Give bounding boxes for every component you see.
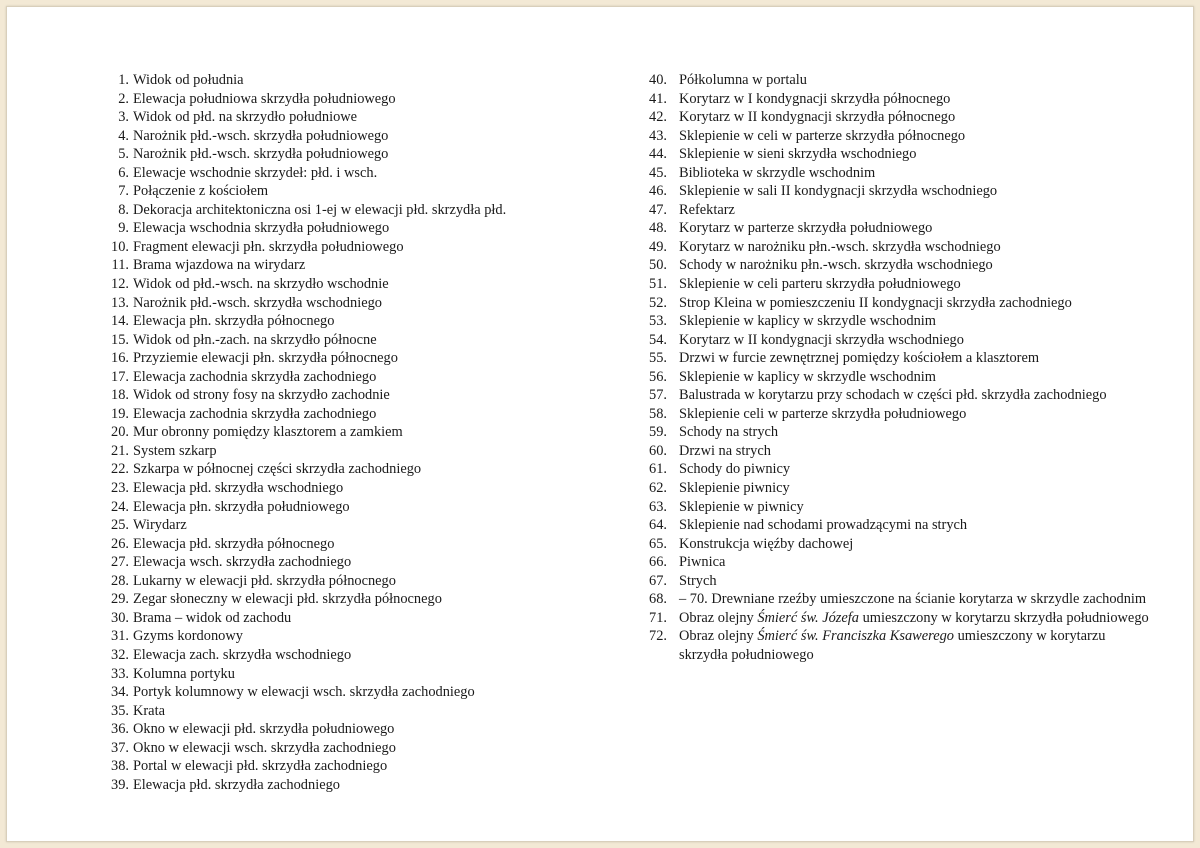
item-number: 3. — [118, 109, 129, 126]
item-number: 41. — [649, 90, 667, 107]
item-number: 2. — [118, 90, 129, 107]
item-number: 17. — [111, 368, 129, 385]
item-text: Widok od płd. na skrzydło południowe — [133, 109, 358, 126]
list-item-72 — [649, 627, 1149, 664]
item-text: Sklepienie piwnicy — [679, 480, 790, 497]
item-number: 61. — [649, 461, 667, 478]
item-text: Sklepienie w piwnicy — [679, 498, 804, 515]
list-item — [649, 479, 1149, 498]
item-text: Elewacja płd. skrzydła północnego — [133, 535, 335, 552]
list-item — [95, 683, 575, 702]
list-item — [95, 609, 575, 628]
list-item — [95, 423, 575, 442]
item-number: 11. — [111, 257, 129, 274]
item-text: Korytarz w II kondygnacji skrzydła wschodniego — [679, 331, 964, 348]
item-number: 38. — [111, 758, 129, 775]
list-item — [649, 275, 1149, 294]
list-item — [95, 164, 575, 183]
item-number: 48. — [649, 220, 667, 237]
item-text: Narożnik płd.-wsch. skrzydła wschodniego — [133, 294, 382, 311]
item-text: Fragment elewacji płn. skrzydła południowego — [133, 238, 404, 255]
item-text: Sklepienie nad schodami prowadzącymi na strych — [679, 517, 968, 534]
list-item — [649, 516, 1149, 535]
list-column-left — [95, 71, 575, 794]
item-number: 71. — [649, 609, 667, 626]
item-text: Dekoracja architektoniczna osi 1-ej w elewacji płd. skrzydła płd. — [133, 201, 507, 218]
item-number: 58. — [649, 405, 667, 422]
list-item — [649, 572, 1149, 591]
list-item — [649, 201, 1149, 220]
list-item — [649, 145, 1149, 164]
item-text: Przyziemie elewacji płn. skrzydła północnego — [133, 350, 398, 367]
item-number: 18. — [111, 387, 129, 404]
item-number: 57. — [649, 387, 667, 404]
item-number: 10. — [111, 238, 129, 255]
item-number: 35. — [111, 702, 129, 719]
item-number: 62. — [649, 480, 667, 497]
item-text: Konstrukcja więźby dachowej — [679, 535, 854, 552]
list-item — [649, 182, 1149, 201]
item-number: 40. — [649, 72, 667, 88]
item-text: Elewacja płn. skrzydła północnego — [133, 313, 335, 330]
list-item — [649, 71, 1149, 90]
list-item — [95, 90, 575, 109]
item-text: Lukarny w elewacji płd. skrzydła północnego — [133, 572, 396, 589]
item-number: 9. — [118, 220, 129, 237]
item-number: 56. — [649, 368, 667, 385]
item-text: Okno w elewacji wsch. skrzydła zachodniego — [133, 739, 396, 756]
list-item — [95, 460, 575, 479]
item-text-before: Obraz olejny — [679, 609, 758, 626]
list-item — [95, 572, 575, 591]
list-item — [95, 201, 575, 220]
list-item — [95, 127, 575, 146]
item-text: Strop Kleina w pomieszczeniu II kondygnacji skrzydła zachodniego — [679, 294, 1072, 311]
list-item — [95, 349, 575, 368]
list-item — [95, 498, 575, 517]
item-text: Widok od płn.-zach. na skrzydło północne — [133, 331, 377, 348]
item-text: Refektarz — [679, 201, 735, 218]
item-text: Elewacja płd. skrzydła wschodniego — [133, 480, 344, 497]
item-text: Widok od płd.-wsch. na skrzydło wschodnie — [133, 276, 389, 293]
item-number: 59. — [649, 424, 667, 441]
item-text: Strych — [679, 572, 717, 589]
item-text: Okno w elewacji płd. skrzydła południowego — [133, 721, 395, 738]
item-text: System szkarp — [133, 442, 217, 459]
item-number: 7. — [118, 183, 129, 200]
list-item — [95, 665, 575, 684]
list-item-71 — [649, 609, 1149, 628]
item-text: Sklepienie w celi w parterze skrzydła północnego — [679, 127, 966, 144]
item-text-before: Obraz olejny — [679, 628, 758, 645]
item-text: Brama wjazdowa na wirydarz — [133, 257, 306, 274]
list-item — [649, 423, 1149, 442]
item-text: Portyk kolumnowy w elewacji wsch. skrzydła zachodniego — [133, 684, 475, 701]
painting-title: Śmierć św. Józefa — [757, 609, 859, 626]
item-text: Wirydarz — [133, 517, 187, 534]
item-number: 24. — [111, 498, 129, 515]
list-item — [649, 535, 1149, 554]
item-text: Elewacja południowa skrzydła południowego — [133, 90, 396, 107]
item-text: Sklepienie w celi parteru skrzydła południowego — [679, 276, 961, 293]
item-text: Drzwi na strych — [679, 442, 771, 459]
item-number: 64. — [649, 517, 667, 534]
item-number: 52. — [649, 294, 667, 311]
list-item — [95, 386, 575, 405]
item-text: Elewacja płd. skrzydła zachodniego — [133, 776, 340, 793]
painting-title: Śmierć św. Franciszka Ksawerego — [757, 628, 954, 645]
item-text: Połączenie z kościołem — [133, 183, 269, 200]
item-text: Sklepienie w sali II kondygnacji skrzydła wschodniego — [679, 183, 998, 200]
item-number: 53. — [649, 313, 667, 330]
item-text — [673, 627, 1149, 664]
item-text: Narożnik płd.-wsch. skrzydła południowego — [133, 146, 389, 163]
list-column-right — [649, 71, 1149, 665]
item-number: 44. — [649, 146, 667, 163]
item-number: 37. — [111, 739, 129, 756]
list-item — [95, 145, 575, 164]
item-text: – 70. Drewniane rzeźby umieszczone na ścianie korytarza w skrzydle zachodnim — [679, 591, 1147, 608]
item-text: Sklepienie w kaplicy w skrzydle wschodnim — [679, 313, 936, 330]
item-text: Elewacja zachodnia skrzydła zachodniego — [133, 368, 377, 385]
item-number: 26. — [111, 535, 129, 552]
list-item — [95, 182, 575, 201]
item-number: 42. — [649, 109, 667, 126]
document-page — [6, 6, 1194, 842]
item-text: Krata — [133, 702, 165, 719]
list-item — [649, 164, 1149, 183]
item-text: Piwnica — [679, 554, 726, 571]
list-item — [95, 331, 575, 350]
item-number: 63. — [649, 498, 667, 515]
item-number: 55. — [649, 350, 667, 367]
item-text-after: umieszczony w korytarzu skrzydła południowego — [858, 609, 1149, 626]
item-number: 49. — [649, 238, 667, 255]
list-item — [95, 720, 575, 739]
list-item — [95, 776, 575, 795]
item-text: Elewacja wsch. skrzydła zachodniego — [133, 554, 352, 571]
item-text: Zegar słoneczny w elewacji płd. skrzydła północnego — [133, 591, 442, 608]
list-item — [95, 71, 575, 90]
list-item — [649, 553, 1149, 572]
item-text: Schody na strych — [679, 424, 779, 441]
item-text: Portal w elewacji płd. skrzydła zachodniego — [133, 758, 388, 775]
item-number: 22. — [111, 461, 129, 478]
list-item — [95, 108, 575, 127]
item-number: 21. — [111, 442, 129, 459]
item-number: 45. — [649, 164, 667, 181]
item-number: 33. — [111, 665, 129, 682]
item-text: Biblioteka w skrzydle wschodnim — [679, 164, 876, 181]
item-text: Sklepienie w sieni skrzydła wschodniego — [679, 146, 917, 163]
item-number: 31. — [111, 628, 129, 645]
item-text: Kolumna portyku — [133, 665, 235, 682]
item-number: 1. — [118, 72, 129, 88]
item-number: 47. — [649, 201, 667, 218]
item-text: Mur obronny pomiędzy klasztorem a zamkiem — [133, 424, 403, 441]
item-number: 4. — [118, 127, 129, 144]
item-number: 50. — [649, 257, 667, 274]
list-item — [95, 590, 575, 609]
item-text: Elewacja wschodnia skrzydła południowego — [133, 220, 390, 237]
list-item — [95, 238, 575, 257]
item-number: 34. — [111, 684, 129, 701]
list-item — [649, 368, 1149, 387]
item-number: 23. — [111, 480, 129, 497]
item-text: Widok od południa — [133, 72, 244, 88]
list-item — [95, 368, 575, 387]
item-text: Schody do piwnicy — [679, 461, 791, 478]
list-item — [649, 256, 1149, 275]
item-number: 16. — [111, 350, 129, 367]
item-number: 46. — [649, 183, 667, 200]
item-text: Schody w narożniku płn.-wsch. skrzydła wschodniego — [679, 257, 993, 274]
item-text: Korytarz w II kondygnacji skrzydła północnego — [679, 109, 956, 126]
list-item — [95, 553, 575, 572]
item-number: 67. — [649, 572, 667, 589]
item-number: 43. — [649, 127, 667, 144]
item-number: 19. — [111, 405, 129, 422]
item-number: 8. — [118, 201, 129, 218]
item-number: 12. — [111, 276, 129, 293]
item-number: 66. — [649, 554, 667, 571]
item-text: Szkarpa w północnej części skrzydła zachodniego — [133, 461, 422, 478]
list-item — [95, 442, 575, 461]
item-number: 51. — [649, 276, 667, 293]
list-item — [95, 256, 575, 275]
item-number: 32. — [111, 646, 129, 663]
list-item — [649, 127, 1149, 146]
list-item — [95, 516, 575, 535]
item-text: Gzyms kordonowy — [133, 628, 243, 645]
item-number: 72. — [649, 628, 667, 645]
item-number: 25. — [111, 517, 129, 534]
list-item — [649, 219, 1149, 238]
item-text: Korytarz w I kondygnacji skrzydła północnego — [679, 90, 951, 107]
list-item — [649, 312, 1149, 331]
list-item — [649, 386, 1149, 405]
list-item — [649, 331, 1149, 350]
item-text — [673, 609, 1149, 628]
item-text: Sklepienie w kaplicy w skrzydle wschodnim — [679, 368, 936, 385]
item-number: 14. — [111, 313, 129, 330]
item-number: 29. — [111, 591, 129, 608]
list-item — [95, 479, 575, 498]
item-text: Sklepienie celi w parterze skrzydła południowego — [679, 405, 967, 422]
list-item — [649, 460, 1149, 479]
list-item — [649, 238, 1149, 257]
list-item — [649, 108, 1149, 127]
list-item — [649, 90, 1149, 109]
item-text: Półkolumna w portalu — [679, 72, 807, 88]
item-text: Drzwi w furcie zewnętrznej pomiędzy kościołem a klasztorem — [679, 350, 1040, 367]
list-item — [95, 739, 575, 758]
list-item — [95, 627, 575, 646]
item-number: 28. — [111, 572, 129, 589]
item-text: Korytarz w narożniku płn.-wsch. skrzydła wschodniego — [679, 238, 1001, 255]
item-number: 39. — [111, 776, 129, 793]
list-item — [95, 294, 575, 313]
item-text-after: umieszczony w korytarzu skrzydła południowego — [679, 628, 1106, 663]
list-item — [649, 442, 1149, 461]
item-number: 13. — [111, 294, 129, 311]
list-item — [649, 590, 1149, 609]
list-item — [95, 702, 575, 721]
list-item — [95, 275, 575, 294]
item-text: Balustrada w korytarzu przy schodach w części płd. skrzydła zachodniego — [679, 387, 1107, 404]
list-item — [649, 405, 1149, 424]
item-text: Elewacja płn. skrzydła południowego — [133, 498, 350, 515]
item-number: 15. — [111, 331, 129, 348]
item-text: Narożnik płd.-wsch. skrzydła południowego — [133, 127, 389, 144]
list-item — [95, 646, 575, 665]
item-text: Elewacja zachodnia skrzydła zachodniego — [133, 405, 377, 422]
item-text: Brama – widok od zachodu — [133, 609, 292, 626]
item-text: Elewacje wschodnie skrzydeł: płd. i wsch. — [133, 164, 378, 181]
list-item — [95, 312, 575, 331]
item-number: 6. — [118, 164, 129, 181]
list-item — [649, 294, 1149, 313]
item-number: 27. — [111, 554, 129, 571]
item-number: 5. — [118, 146, 129, 163]
list-item — [649, 498, 1149, 517]
list-item — [95, 405, 575, 424]
list-item — [95, 757, 575, 776]
item-text: Widok od strony fosy na skrzydło zachodnie — [133, 387, 390, 404]
item-text: Korytarz w parterze skrzydła południowego — [679, 220, 933, 237]
list-item — [649, 349, 1149, 368]
item-number: 30. — [111, 609, 129, 626]
item-number: 65. — [649, 535, 667, 552]
item-number: 36. — [111, 721, 129, 738]
item-number: 60. — [649, 442, 667, 459]
item-text: Elewacja zach. skrzydła wschodniego — [133, 646, 352, 663]
list-item — [95, 535, 575, 554]
list-item — [95, 219, 575, 238]
item-number: 20. — [111, 424, 129, 441]
item-number: 54. — [649, 331, 667, 348]
item-number: 68. — [649, 591, 667, 608]
